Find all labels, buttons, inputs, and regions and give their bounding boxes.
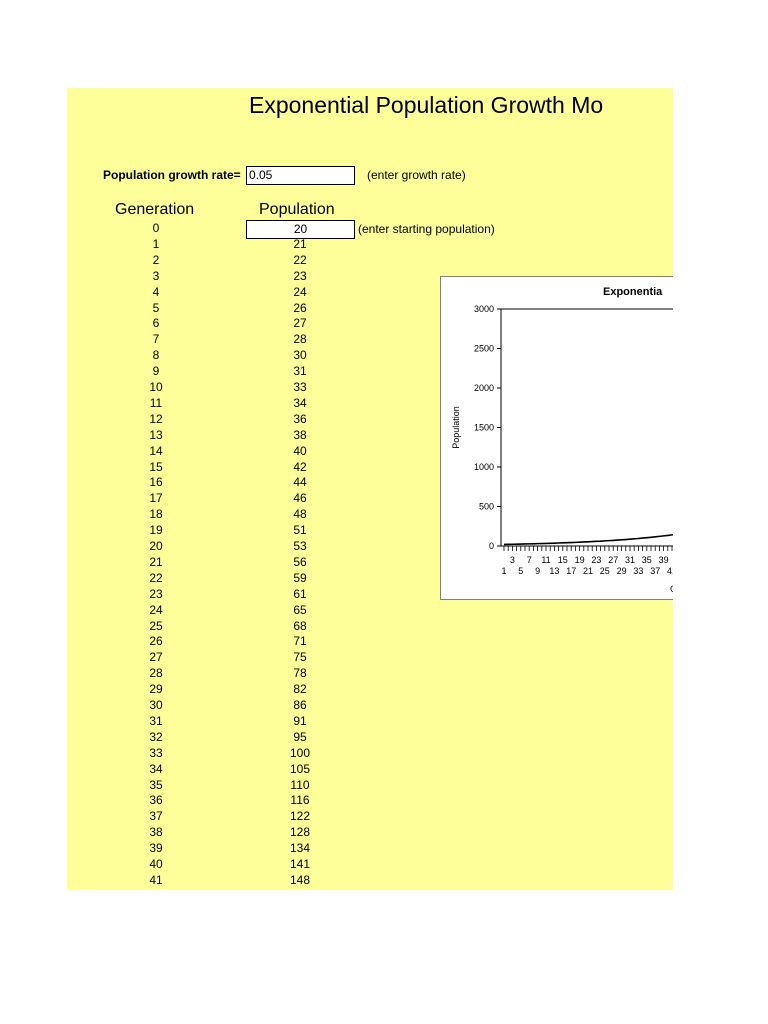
x-tick-label: 41 xyxy=(666,566,678,576)
x-tick-label: 37 xyxy=(650,566,661,576)
generation-cell[interactable]: 27 xyxy=(149,650,163,665)
x-tick-label: 9 xyxy=(535,566,541,576)
growth-rate-label: Population growth rate= xyxy=(103,168,241,182)
population-cell[interactable]: 86 xyxy=(293,698,307,712)
population-cell[interactable]: 33 xyxy=(293,380,307,394)
generation-cell[interactable]: 24 xyxy=(149,602,163,617)
population-cell[interactable]: 48 xyxy=(293,507,307,522)
generation-cell[interactable]: 38 xyxy=(149,825,163,840)
x-tick-label: 25 xyxy=(599,566,610,576)
generation-cell[interactable]: 20 xyxy=(149,539,163,553)
population-cell[interactable]: 51 xyxy=(293,523,307,538)
y-tick-label: 2500 xyxy=(473,343,494,354)
generation-cell[interactable]: 19 xyxy=(149,523,163,538)
generation-cell[interactable]: 39 xyxy=(149,841,163,856)
x-tick-label: 17 xyxy=(566,566,577,576)
x-tick-label: 13 xyxy=(549,566,560,576)
y-tick-label: 1500 xyxy=(473,422,494,433)
generation-cell[interactable]: 9 xyxy=(152,364,160,379)
spreadsheet-area xyxy=(67,88,683,890)
population-cell[interactable]: 110 xyxy=(290,777,310,792)
population-cell[interactable]: 75 xyxy=(293,650,307,665)
population-cell[interactable]: 38 xyxy=(293,427,307,442)
starting-population-hint: (enter starting population) xyxy=(358,222,495,236)
growth-rate-hint: (enter growth rate) xyxy=(367,168,466,182)
population-cell[interactable]: 22 xyxy=(293,252,307,267)
population-cell[interactable]: 30 xyxy=(293,348,307,363)
chart-title: Exponentia xyxy=(603,286,663,298)
y-tick-label: 2000 xyxy=(473,383,494,393)
x-axis-label: G xyxy=(670,584,678,594)
population-cell[interactable]: 24 xyxy=(293,284,307,299)
population-cell[interactable]: 36 xyxy=(293,411,307,426)
x-tick-label: 7 xyxy=(526,555,532,565)
generation-cell[interactable]: 37 xyxy=(149,809,163,824)
population-cell[interactable]: 31 xyxy=(293,364,307,379)
generation-cell[interactable]: 32 xyxy=(149,729,163,744)
population-cell[interactable]: 34 xyxy=(293,395,307,410)
generation-cell[interactable]: 11 xyxy=(149,395,163,410)
population-cell[interactable]: 26 xyxy=(293,300,307,315)
generation-cell[interactable]: 22 xyxy=(149,570,163,585)
generation-cell[interactable]: 14 xyxy=(149,443,163,458)
generation-cell[interactable]: 25 xyxy=(149,618,163,633)
x-tick-label: 27 xyxy=(608,555,619,565)
x-tick-label: 31 xyxy=(624,555,636,565)
x-tick-label: 23 xyxy=(591,555,602,565)
x-tick-label: 39 xyxy=(658,555,669,565)
y-tick-label: 0 xyxy=(488,541,494,551)
generation-cell[interactable]: 0 xyxy=(152,221,160,235)
generation-cell[interactable]: 10 xyxy=(149,380,163,394)
population-cell[interactable]: 116 xyxy=(290,793,310,808)
population-cell[interactable]: 23 xyxy=(293,268,307,283)
page-title: Exponential Population Growth Mo xyxy=(249,92,604,118)
generation-cell[interactable]: 34 xyxy=(149,761,163,776)
population-cell[interactable]: 27 xyxy=(293,316,307,331)
generation-cell[interactable]: 41 xyxy=(149,872,163,887)
generation-cell[interactable]: 17 xyxy=(149,491,163,506)
generation-cell[interactable]: 28 xyxy=(149,666,163,681)
growth-rate-input[interactable]: 0.05 xyxy=(246,166,355,185)
population-cell[interactable]: 148 xyxy=(289,872,311,887)
generation-cell[interactable]: 16 xyxy=(149,475,163,490)
population-cell[interactable]: 71 xyxy=(293,634,307,649)
generation-cell[interactable]: 18 xyxy=(149,507,163,522)
x-tick-label: 35 xyxy=(641,555,652,565)
population-cell[interactable]: 42 xyxy=(293,459,307,474)
generation-cell[interactable]: 4 xyxy=(152,284,160,299)
population-cell[interactable]: 134 xyxy=(289,841,311,856)
generation-cell[interactable]: 35 xyxy=(149,777,163,792)
population-cell[interactable]: 44 xyxy=(293,475,307,490)
y-axis-label: Population xyxy=(451,406,461,449)
x-tick-label: 5 xyxy=(518,566,524,576)
generation-cell[interactable]: 3 xyxy=(152,268,160,283)
generation-cell[interactable]: 21 xyxy=(149,554,163,569)
chart[interactable] xyxy=(440,276,683,600)
population-cell[interactable]: 128 xyxy=(289,825,311,840)
generation-cell[interactable]: 15 xyxy=(149,459,163,474)
generation-cell[interactable]: 30 xyxy=(149,698,163,712)
x-tick-label: 33 xyxy=(633,566,644,576)
generation-cell[interactable]: 33 xyxy=(149,745,163,760)
generation-cell[interactable]: 29 xyxy=(149,682,163,697)
x-tick-label: 15 xyxy=(557,555,568,565)
population-cell[interactable]: 82 xyxy=(293,682,307,697)
chart-svg: Exponentia050010001500200025003000Population3 7 11 15 19 23 27 31 35 39 41 5 9 13 17 21 25 29 33 37 41G xyxy=(441,277,673,600)
population-cell[interactable]: 95 xyxy=(293,729,307,744)
population-cell[interactable]: 61 xyxy=(293,586,307,601)
generation-cell[interactable]: 23 xyxy=(149,586,163,601)
generation-cell[interactable]: 2 xyxy=(152,252,160,267)
x-tick-label: 1 xyxy=(501,566,507,576)
x-tick-label: 29 xyxy=(616,566,627,576)
population-series-line xyxy=(504,531,673,544)
x-tick-label: 19 xyxy=(574,555,585,565)
y-tick-label: 1000 xyxy=(473,462,494,472)
population-cell[interactable]: 28 xyxy=(293,332,307,347)
population-cell[interactable]: 65 xyxy=(293,602,307,617)
population-cell[interactable]: 53 xyxy=(293,539,307,553)
generation-cell[interactable]: 7 xyxy=(152,332,160,347)
population-cell[interactable]: 122 xyxy=(289,809,311,824)
y-tick-label: 3000 xyxy=(473,304,494,314)
generation-cell[interactable]: 26 xyxy=(149,634,163,649)
population-cell[interactable]: 21 xyxy=(293,236,307,251)
generation-cell[interactable]: 13 xyxy=(149,427,163,442)
population-cell[interactable]: 141 xyxy=(289,857,311,871)
population-cell[interactable]: 105 xyxy=(289,761,311,776)
x-tick-label: 11 xyxy=(541,555,551,565)
generation-header: Generation xyxy=(115,201,195,218)
generation-cell[interactable]: 6 xyxy=(152,316,160,331)
population-cell[interactable]: 40 xyxy=(293,443,307,458)
population-cell[interactable]: 78 xyxy=(293,666,307,681)
population-cell[interactable]: 56 xyxy=(293,554,307,569)
generation-cell[interactable]: 31 xyxy=(149,713,163,728)
generation-cell[interactable]: 36 xyxy=(149,793,163,808)
population-cell[interactable]: 100 xyxy=(289,745,311,760)
generation-cell[interactable]: 1 xyxy=(152,236,160,251)
y-tick-label: 500 xyxy=(478,501,494,512)
starting-population-input[interactable]: 20 xyxy=(246,220,355,239)
population-cell[interactable]: 91 xyxy=(293,713,307,728)
generation-cell[interactable]: 40 xyxy=(149,857,163,871)
x-tick-label: 21 xyxy=(582,566,594,576)
generation-cell[interactable]: 5 xyxy=(152,300,160,315)
population-cell[interactable]: 68 xyxy=(293,618,307,633)
population-cell[interactable]: 46 xyxy=(293,491,307,506)
generation-cell[interactable]: 8 xyxy=(152,348,160,363)
x-tick-label: 3 xyxy=(509,555,515,565)
generation-cell[interactable]: 12 xyxy=(149,411,163,426)
population-cell[interactable]: 59 xyxy=(293,570,307,585)
population-header: Population xyxy=(259,201,335,218)
